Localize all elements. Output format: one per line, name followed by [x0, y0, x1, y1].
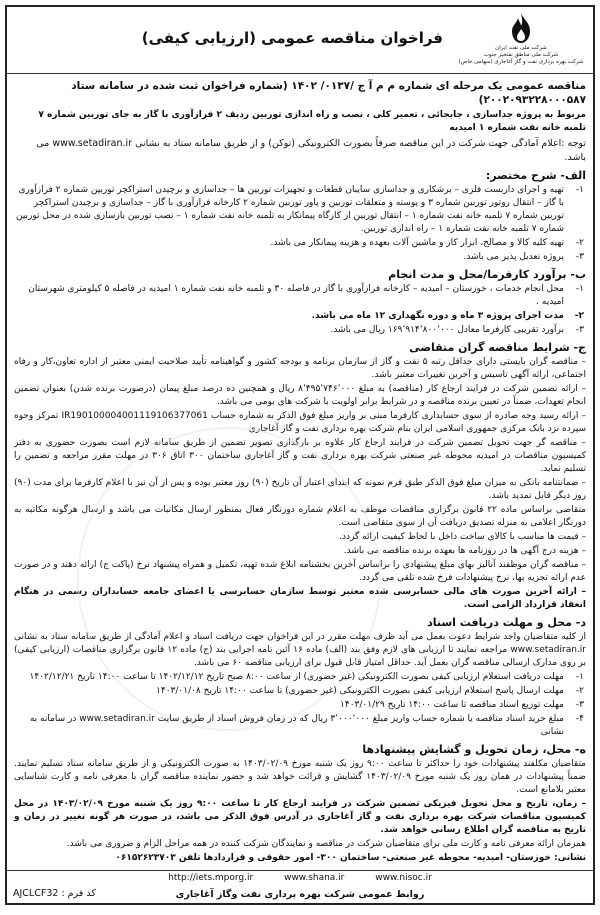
condition-paragraph: – ارائه تضمین شرکت در فرایند ارجاع کار (مناقصه) به مبلغ ۸٬۴۹۵٬۷۴۶٬۰۰۰ ریال و همچنین ده درصد مبلغ پیمان (درصورت برنده شدن) بعنوان تضمین انجام تعهدات، ضمناً در تعیین برنده مناقصه و در شرایط برابر اولویت با شرکت های بومی می باشد.: [14, 384, 586, 407]
condition-paragraph: – ارائه رسید وجه صادره از سوی حسابداری کارفرما مبنی بر واریز مبلغ فوق الذکر به شماره حساب IR190100004001119106377061 تمرکز وجوه سپرده نزد بانک مرکزی جمهوری اسلامی ایران بنام شرکت بهره برداری نفت و گاز آغاجاری: [14, 411, 586, 434]
form-code: [13, 888, 96, 899]
project-line: مربوط به پروژه جداسازی ، جابجائی ، تعمیر کلی ، نصب و راه اندازی توربین ردیف ۲ فرازآوری با گاز به جای توربین شماره ۷ تلمبه خانه نفت شماره ۱ امیدیه: [38, 110, 586, 133]
list-item: ۱- محل انجام خدمات ، خوزستان – امیدیه – کارخانه فرازآوری با گاز در فاصله ۳۰ و تلمبه خانه نفت شماره ۱ امیدیه در فاصله ۵ کیلومتری شهرستان امیدیه .: [28, 284, 584, 307]
form-code-value: AJCLCF32: [13, 888, 59, 899]
header: [7, 7, 593, 74]
list-item: ۳- پروژه تعدیل پذیر می باشد.: [463, 252, 584, 262]
logo-line: شرکت ملی نفت ایران: [495, 45, 547, 51]
condition-paragraph: – مناقصه گر جهت تحویل تضمین شرکت در فرایند ارجاع کار علاوه بر بارگذاری تصویر تضمین از طریق سامانه لازم است بصورت حضوری به دفتر کمیسیون مناقصات در امیدیه محوطه غیر صنعتی شرکت بهره برداری نفت و گاز آغاجاری ساختمان ۳۰۰ اتاق ۳۰۶ در مهلت مقرر مراجعه و تضمین را تسلیم نماید.: [14, 438, 586, 474]
form-code-label: کد فرم :: [61, 888, 96, 899]
condition-paragraph: – هزینه درج آگهی ها در روزنامه ها بعهده برنده مناقصه می باشد.: [343, 546, 586, 556]
submission-paragraph: – زمان، تاریخ و محل تحویل فیزیکی تضمین شرکت در فرایند ارجاع کار تا ساعت ۹:۰۰ روز یک شنبه مورخ ۱۴۰۳/۰۲/۰۹ در محل کمیسیون مناقصات شرکت بهره برداری نفت و گاز آغاجاری در آدرس فوق الذکر می باشد، در صورت هر گونه تغییر در زمان و تاریخ به مناقصه گران اطلاع رسانی خواهد شد.: [14, 799, 586, 835]
logo-line: شرکت ملی مناطق نفتخیز جنوب: [483, 52, 559, 58]
footer-link[interactable]: www.shana.ir: [284, 873, 345, 883]
condition-paragraph: – ضمانتنامه بانکی به میزان مبلغ فوق الذکر طبق فرم نمونه که ابتدای اعتبار آن تاریخ (۹۰) روز معتبر بوده و پس از آن نیز با اعلام کارفرما برای مدت (۹۰) روز دیگر قابل تمدید باشد.: [14, 478, 586, 501]
tender-notice-page: [5, 5, 595, 905]
condition-paragraph: متقاضی براساس ماده ۲۲ قانون برگزاری مناقصات موظف به اعلام شماره دورنگار فعال بمنظور ارسال مکاتبات می باشد و ارسال هرگونه مکاتبه به دورنگار اعلامی به منزله تصدیق دریافت آن از سوی متقاضی است.: [14, 505, 586, 528]
footer-links: [7, 873, 593, 883]
footer-link[interactable]: http://iets.mporg.ir: [168, 873, 254, 883]
submission-paragraph: همزمان ارائه معرفی نامه و کارت ملی برای متقاضیان شرکت در مناقصه و نمایندگان شرکت کننده در همه مراحل الزام و ضروری می باشد.: [66, 839, 586, 849]
company-logo: [455, 11, 587, 66]
submission-paragraph: متقاضیان مکلفند پیشنهادات خود را حداکثر تا ساعت ۹:۰۰ روز یک شنبه مورخ ۱۴۰۳/۰۲/۰۹ به صورت الکترونیکی و از طریق سامانه ستاد تسلیم نمایند. ضمناً پیشنهادات در همان روز یک شنبه مورخ ۱۴۰۳/۰۲/۰۹ گشایش و قرائت خواهد شد و حضور نماینده مناقصه گران با معرفی نامه و کارت شناسایی معتبر بلامانع است.: [14, 759, 586, 795]
section-e-title: ه- محل، زمان تحویل و گشایش پیشنهادها: [362, 743, 586, 756]
documents-paragraph: از کلیه متقاضیان واجد شرایط دعوت بعمل می آید ظرف مهلت مقرر در این فراخوان جهت دریافت اسناد و اعلام آمادگی از طریق سامانه ستاد به نشانی www.setadiran.ir مراجعه نمایند تا ارزیابی های لازم وفق بند (الف) ماده ۱۶ آئین نامه اجرایی بند (ج) ماده ۱۲ قانون برگزاری مناقصات (ارزیابی کیفی) بر روی مدارک ارسالی مناقصه گران بعمل آید. حداقل امتیاز قابل قبول برای ارزیابی مناقصه ۶۰ می باشد.: [14, 632, 586, 668]
footer: [7, 870, 593, 903]
section-b-title: ب- برآورد کارفرما/محل و مدت انجام: [388, 268, 586, 281]
attention-note: توجه :اعلام آمادگی جهت شرکت در این مناقصه صرفاً بصورت الکترونیکی (توکن) و از طریق سامانه ستاد به نشانی www.setadiran.ir می باشد.: [36, 138, 586, 163]
list-item: ۴- مبلغ خرید اسناد مناقصه یا شماره حساب واریز مبلغ ۳٬۰۰۰٬۰۰۰ ریال که در زمان فروش اسناد از طریق سایت www.setadiran.ir در سامانه به نشانی: [29, 714, 584, 737]
notice-title: فراخوان مناقصه عمومی (ارزیابی کیفی): [141, 29, 443, 47]
section-c-title: ج- شرایط مناقصه گران متقاضی: [409, 341, 586, 354]
list-item: ۱- مهلت دریافت استعلام ارزیابی کیفی بصورت الکترونیکی (غیر حضوری) از ساعت ۸:۰۰ صبح تاریخ ۱۴۰۲/۱۲/۱۲ تا ساعت ۱۴:۰۰ تاریخ ۱۴۰۲/۱۲/۲۱: [29, 672, 584, 682]
logo-line: شرکت بهره برداری نفت و گاز آغاجاری (سهامی خاص): [458, 59, 584, 65]
list-item: ۲- تهیه کلیه کالا و مصالح، ابزار کار و ماشین آلات بعهده و هزینه پیمانکار می باشد.: [270, 238, 584, 248]
tender-number-line: مناقصه عمومی یک مرحله ای شماره م م آ ج /۰۱۳۷/ ۱۴۰۲ (شماره فراخوان ثبت شده در سامانه ستاد ۲۰۰۲۰۹۳۲۲۸۰۰۰۵۸۷): [71, 80, 586, 106]
public-relations-line: روابط عمومی شرکت بهره برداری نفت وگاز آغاجاری: [175, 889, 425, 900]
section-a-title: الف- شرح مختصر:: [485, 169, 586, 182]
condition-paragraph: – قیمت ها مناسب با کالای ساخت داخل با لحاظ کیفیت ارائه گردد.: [339, 532, 586, 542]
condition-paragraph: – مناقصه گران بایستی دارای حداقل رتبه ۵ نفت و گاز از سازمان برنامه و بودجه کشور و گواهینامه تأیید صلاحیت ایمنی معتبر از اداره تعاون،کار و رفاه اجتماعی، ارائه آگهی تاسیس و آخرین تغییرات معتبر باشد.: [14, 357, 586, 380]
list-item: ۳- مهلت توزیع اسناد مناقصه تا ساعت ۱۴:۰۰ تاریخ ۱۴۰۳/۰۱/۲۹: [340, 700, 584, 710]
list-item: ۱- تهیه و اجرای داربست فلزی – برشکاری و جداسازی سایبان قطعات و تجهیزات توربین ها – جداسازی و برچیدن استراکچر توربین شماره ۲ فرازآوری با گاز – انتقال روتور توربین شماره ۳ و پوسته و متعلقات توربین و پاور توربین شماره ۲ کارخانه فرازآوری با گاز – جداسازی و برچیدن استراکچر توربین شماره ۷ تلمبه خانه نفت شماره ۱ – انتقال توربین از کارگاه پیمانکار به تلمبه خانه نفت شماره ۱ – نصب توربین بازسازی شده در محل توربین شماره ۷ تلمبه خانه نفت شماره ۱ – راه اندازی توربین.: [15, 185, 584, 234]
section-d-title: د- محل و مهلت دریافت اسناد: [427, 616, 586, 629]
list-item: ۲- مدت اجرای پروژه ۳ ماه و دوره نگهداری ۱۲ ماه می باشد.: [311, 311, 584, 321]
list-item: ۳- برآورد تقریبی کارفرما معادل ۱۶۹٬۹۱۴٬۸۰۰٬۰۰۰ ریال می باشد.: [330, 325, 584, 335]
footer-link[interactable]: www.nisoc.ir: [375, 873, 432, 883]
condition-paragraph: – مناقصه گران موظفند آنالیز بهای مبلغ پیشنهادی را براساس آخرین بخشنامه ابلاغ شده تهیه، تکمیل و همراه پیشنهاد نرخ (پاکت ج) ارائه دهند و در صورت عدم ارائه تجزیه بها، نرخ پیشنهادات فرخ شده تلقی می گردد.: [14, 560, 586, 583]
address-line: نشانی: خوزستان- امیدیه- محوطه غیر صنعتی- ساختمان ۳۰۰- امور حقوقی و قراردادها تلفن ۰۶۱۵۲۶۲۳۷۰۳: [115, 853, 586, 863]
list-item: ۲- مهلت ارسال پاسخ استعلام ارزیابی کیفی بصورت الکترونیکی (غیر حضوری) تا ساعت ۱۴:۰۰ تاریخ ۱۴۰۳/۰۱/۰۸: [156, 686, 584, 696]
flame-logo-icon: [506, 11, 536, 45]
condition-paragraph: – ارائه آخرین صورت های مالی حسابرسی شده معتبر توسط سازمان حسابرسی یا اعضای جامعه حسابداران رسمی در هنگام انعقاد قرارداد الزامی است.: [14, 587, 586, 610]
